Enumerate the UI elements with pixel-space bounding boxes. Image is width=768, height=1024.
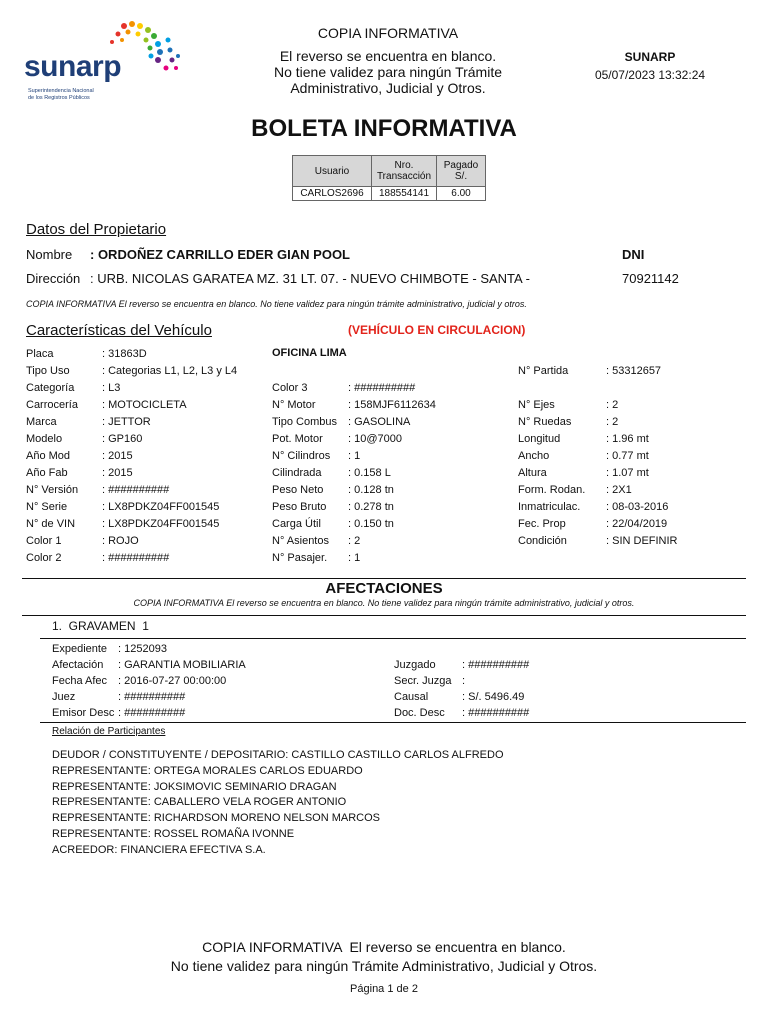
field-value: : 0.77 mt bbox=[606, 450, 649, 462]
field-label: Categoría bbox=[26, 382, 75, 394]
direccion-label: Dirección bbox=[26, 271, 81, 286]
field-value: : 2 bbox=[606, 416, 619, 428]
field-value: : GASOLINA bbox=[348, 416, 411, 428]
field-value: : ########## bbox=[348, 382, 416, 394]
col-pagado-line2: S/. bbox=[454, 171, 468, 182]
field-value: : L3 bbox=[102, 382, 121, 394]
field-value: : ########## bbox=[102, 484, 170, 496]
field-value: : ########## bbox=[462, 659, 530, 671]
nombre-label: Nombre bbox=[26, 247, 73, 262]
vehicle-status: (VEHÍCULO EN CIRCULACION) bbox=[348, 323, 526, 337]
field-value: : 0.150 tn bbox=[348, 518, 394, 530]
field-label: Año Mod bbox=[26, 450, 71, 462]
field-value: : 2 bbox=[348, 535, 361, 547]
field-label: Afectación bbox=[52, 659, 104, 671]
field-label: Marca bbox=[26, 416, 57, 428]
field-label: Color 3 bbox=[272, 382, 308, 394]
field-label: Tipo Uso bbox=[26, 365, 70, 377]
field-label: Juez bbox=[52, 691, 76, 703]
oficina-label: OFICINA LIMA bbox=[272, 347, 347, 359]
field-label: N° Cilindros bbox=[272, 450, 331, 462]
print-datetime: 05/07/2023 13:32:24 bbox=[594, 68, 706, 82]
owner-disclaimer: COPIA INFORMATIVA El reverso se encuentra en blanco. No tiene validez para ningún trámite administrativo, judicial y otros. bbox=[26, 299, 527, 309]
participant-item: ACREEDOR: FINANCIERA EFECTIVA S.A. bbox=[52, 843, 266, 856]
sunarp-logo bbox=[24, 20, 184, 120]
field-label: Año Fab bbox=[26, 467, 68, 479]
field-value: : JETTOR bbox=[102, 416, 151, 428]
field-value: : 2016-07-27 00:00:00 bbox=[118, 675, 227, 687]
field-label: Inmatriculac. bbox=[518, 501, 581, 513]
field-value: : ########## bbox=[102, 552, 170, 564]
footer-line-2: No tiene validez para ningún Trámite Administrativo, Judicial y Otros. bbox=[170, 958, 598, 974]
field-label: Pot. Motor bbox=[272, 433, 323, 445]
field-label: N° Partida bbox=[518, 365, 569, 377]
participant-item: REPRESENTANTE: RICHARDSON MORENO NELSON MARCOS bbox=[52, 812, 381, 825]
field-value: : 2 bbox=[606, 399, 619, 411]
field-value: : ROJO bbox=[102, 535, 139, 547]
field-value: : 1 bbox=[348, 552, 361, 564]
col-nro-line2: Transacción bbox=[376, 171, 432, 182]
field-value: : LX8PDKZ04FF001545 bbox=[102, 501, 220, 513]
field-value: : 2015 bbox=[102, 467, 133, 479]
field-label: N° de VIN bbox=[26, 518, 76, 530]
field-value: : 1.96 mt bbox=[606, 433, 649, 445]
field-label: Doc. Desc bbox=[394, 707, 445, 719]
field-value: : 2015 bbox=[102, 450, 133, 462]
participants-list bbox=[52, 748, 504, 859]
field-value: : 0.128 tn bbox=[348, 484, 394, 496]
field-label: Placa bbox=[26, 348, 54, 360]
field-value: : ########## bbox=[118, 707, 186, 719]
transaction-table bbox=[292, 155, 486, 201]
org-name: SUNARP bbox=[624, 50, 676, 64]
field-value: : 53312657 bbox=[606, 365, 662, 377]
participants-title: Relación de Participantes bbox=[52, 726, 166, 737]
field-label: N° Ejes bbox=[518, 399, 555, 411]
field-label: N° Serie bbox=[26, 501, 68, 513]
field-value: : ########## bbox=[462, 707, 530, 719]
field-label: Fec. Prop bbox=[518, 518, 566, 530]
participant-item: REPRESENTANTE: CABALLERO VELA ROGER ANTONIO bbox=[52, 796, 347, 809]
page-number: Página 1 de 2 bbox=[350, 983, 418, 995]
field-value: : LX8PDKZ04FF001545 bbox=[102, 518, 220, 530]
field-value: : 1.07 mt bbox=[606, 467, 649, 479]
gravamen-title: 1. GRAVAMEN 1 bbox=[52, 619, 149, 633]
field-value: : GP160 bbox=[102, 433, 143, 445]
field-value: : SIN DEFINIR bbox=[606, 535, 678, 547]
direccion-value: : URB. NICOLAS GARATEA MZ. 31 LT. 07. - NUEVO CHIMBOTE - SANTA - bbox=[90, 271, 530, 286]
field-label: Carrocería bbox=[26, 399, 78, 411]
col-usuario: Usuario bbox=[293, 156, 372, 187]
col-nro-line1: Nro. bbox=[394, 160, 414, 171]
field-label: Expediente bbox=[52, 643, 108, 655]
field-label: Altura bbox=[518, 467, 547, 479]
afectaciones-title: AFECTACIONES bbox=[325, 580, 443, 597]
field-label: Peso Bruto bbox=[272, 501, 327, 513]
field-label: N° Ruedas bbox=[518, 416, 572, 428]
nro-value: 188554141 bbox=[372, 187, 437, 201]
logo-subtitle-1: Superintendencia Nacional bbox=[28, 88, 94, 94]
dni-value: 70921142 bbox=[622, 271, 679, 286]
field-value: : 08-03-2016 bbox=[606, 501, 669, 513]
field-label: Emisor Desc bbox=[52, 707, 115, 719]
divider bbox=[22, 578, 746, 579]
field-label: Tipo Combus bbox=[272, 416, 338, 428]
header-notice-1: El reverso se encuentra en blanco. bbox=[279, 48, 497, 64]
field-label: N° Motor bbox=[272, 399, 316, 411]
field-label: Carga Útil bbox=[272, 518, 321, 530]
logo-subtitle-2: de los Registros Públicos bbox=[28, 95, 90, 101]
field-value: : 22/04/2019 bbox=[606, 518, 668, 530]
nombre-value: : ORDOÑEZ CARRILLO EDER GIAN POOL bbox=[90, 247, 350, 262]
field-value: : 31863D bbox=[102, 348, 147, 360]
dni-label: DNI bbox=[622, 247, 645, 262]
field-label: N° Pasajer. bbox=[272, 552, 328, 564]
field-value: : 0.278 tn bbox=[348, 501, 394, 513]
field-label: Color 2 bbox=[26, 552, 62, 564]
col-pagado-line1: Pagado bbox=[443, 160, 479, 171]
vehicle-section-title: Características del Vehículo bbox=[26, 322, 212, 339]
logo-text: sunarp bbox=[24, 50, 122, 83]
field-value: : 2X1 bbox=[606, 484, 632, 496]
field-label: Condición bbox=[518, 535, 567, 547]
header-notice-3: Administrativo, Judicial y Otros. bbox=[290, 80, 486, 96]
field-label: Secr. Juzga bbox=[394, 675, 452, 687]
field-label: Causal bbox=[394, 691, 429, 703]
afectaciones-disclaimer: COPIA INFORMATIVA El reverso se encuentra en blanco. No tiene validez para ningún trámite administrativo, judicial y otros. bbox=[133, 598, 635, 608]
field-label: Longitud bbox=[518, 433, 561, 445]
field-value: : 1 bbox=[348, 450, 361, 462]
owner-section-title: Datos del Propietario bbox=[26, 221, 167, 238]
col-pagado bbox=[437, 156, 486, 187]
participant-item: REPRESENTANTE: ORTEGA MORALES CARLOS EDUARDO bbox=[52, 764, 363, 777]
divider bbox=[22, 615, 746, 616]
field-value: : 0.158 L bbox=[348, 467, 391, 479]
copia-label: COPIA INFORMATIVA bbox=[317, 25, 459, 41]
header-notice-2: No tiene validez para ningún Trámite bbox=[273, 64, 503, 80]
field-value: : bbox=[462, 675, 466, 687]
field-label: Form. Rodan. bbox=[518, 484, 586, 496]
field-value: : ########## bbox=[118, 691, 186, 703]
col-nro-transaccion bbox=[372, 156, 437, 187]
field-label: N° Versión bbox=[26, 484, 79, 496]
field-label: Cilindrada bbox=[272, 467, 322, 479]
field-value: : 10@7000 bbox=[348, 433, 402, 445]
field-label: Modelo bbox=[26, 433, 63, 445]
field-value: : GARANTIA MOBILIARIA bbox=[118, 659, 246, 671]
field-label: Fecha Afec bbox=[52, 675, 108, 687]
field-value: : 1252093 bbox=[118, 643, 167, 655]
field-label: Ancho bbox=[518, 450, 550, 462]
field-value: : MOTOCICLETA bbox=[102, 399, 187, 411]
field-label: Juzgado bbox=[394, 659, 436, 671]
field-value: : 158MJF6112634 bbox=[348, 399, 436, 411]
participant-item: REPRESENTANTE: JOKSIMOVIC SEMINARIO DRAGAN bbox=[52, 780, 337, 793]
footer-line-1: COPIA INFORMATIVA El reverso se encuentra en blanco. bbox=[202, 939, 566, 955]
usuario-value: CARLOS2696 bbox=[293, 187, 372, 201]
page-title: BOLETA INFORMATIVA bbox=[251, 115, 517, 142]
divider bbox=[40, 638, 746, 639]
participant-item: DEUDOR / CONSTITUYENTE / DEPOSITARIO: CASTILLO CASTILLO CARLOS ALFREDO bbox=[52, 749, 504, 761]
divider bbox=[40, 722, 746, 723]
field-label: N° Asientos bbox=[272, 535, 329, 547]
participant-item: REPRESENTANTE: ROSSEL ROMAÑA IVONNE bbox=[52, 827, 295, 840]
field-label: Peso Neto bbox=[272, 484, 324, 496]
pagado-value: 6.00 bbox=[437, 187, 486, 201]
field-label: Color 1 bbox=[26, 535, 62, 547]
field-value: : Categorias L1, L2, L3 y L4 bbox=[102, 365, 238, 377]
field-value: : S/. 5496.49 bbox=[462, 691, 525, 703]
